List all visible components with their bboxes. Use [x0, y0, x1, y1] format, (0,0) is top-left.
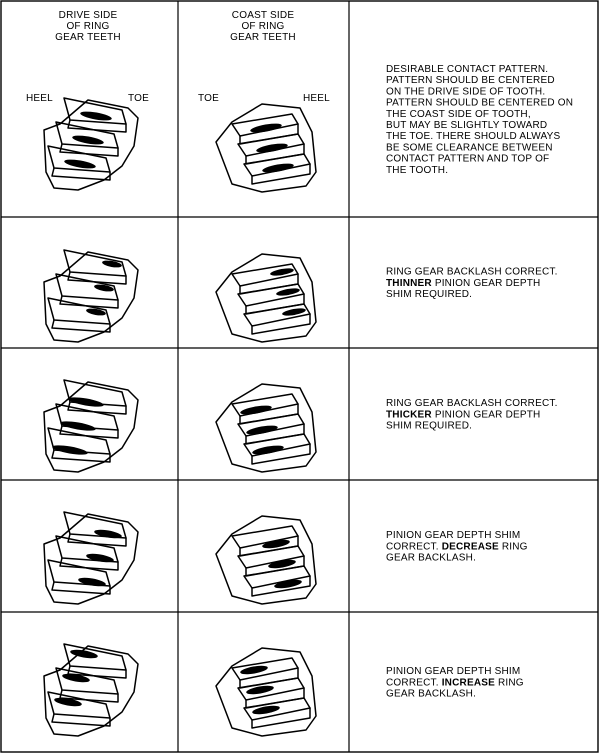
row-description	[386, 530, 528, 563]
drive-toe-label: TOE	[128, 93, 149, 104]
row-description	[386, 666, 524, 699]
description-line: CORRECT. DECREASE RING	[386, 541, 528, 553]
description-line: DESIRABLE CONTACT PATTERN.	[386, 64, 549, 75]
description-line: GEAR BACKLASH.	[386, 552, 477, 564]
description-line: PINION GEAR DEPTH SHIM	[386, 530, 521, 542]
description-line: RING GEAR BACKLASH CORRECT.	[386, 398, 558, 410]
table-cells	[44, 64, 573, 736]
drive-contact-pattern	[52, 443, 89, 456]
drive-contact-pattern	[68, 395, 105, 408]
description-line: THICKER PINION GEAR DEPTH	[386, 409, 541, 421]
coast-side-header: GEAR TEETH	[230, 32, 296, 43]
coast-contact-pattern	[246, 424, 279, 436]
drive-side-header: OF RING	[66, 21, 110, 32]
coast-side-gear-teeth	[216, 384, 316, 472]
drive-heel-label: HEEL	[26, 93, 53, 104]
coast-heel-label: HEEL	[303, 93, 330, 104]
coast-contact-pattern	[252, 444, 285, 456]
coast-contact-pattern	[262, 162, 295, 174]
coast-side-gear-teeth	[216, 254, 316, 342]
coast-side-gear-teeth	[216, 648, 316, 736]
drive-side-gear-teeth	[44, 98, 138, 190]
description-line: ON THE DRIVE SIDE OF TOOTH.	[386, 86, 546, 98]
drive-side-header: GEAR TEETH	[55, 32, 121, 43]
drive-side-gear-teeth	[44, 250, 138, 342]
description-line: SHIM REQUIRED.	[386, 289, 473, 301]
coast-side-gear-teeth	[216, 516, 316, 604]
description-line: CONTACT PATTERN AND TOP OF	[386, 153, 550, 165]
description-line: GEAR BACKLASH.	[386, 688, 477, 700]
coast-contact-pattern	[256, 142, 289, 154]
description-line: CORRECT. INCREASE RING	[386, 677, 524, 689]
description-line: BE SOME CLEARANCE BETWEEN	[386, 142, 553, 154]
description-line: THE TOOTH.	[386, 164, 449, 176]
description-line: THINNER PINION GEAR DEPTH	[386, 277, 541, 289]
description-line: BUT MAY BE SLIGHTLY TOWARD	[386, 120, 548, 131]
drive-side-gear-teeth	[44, 380, 138, 472]
drive-contact-pattern	[60, 419, 97, 432]
description-line: PATTERN SHOULD BE CENTERED	[386, 75, 555, 87]
coast-toe-label: TOE	[198, 93, 219, 104]
row-description	[386, 267, 558, 300]
coast-contact-pattern	[250, 122, 283, 134]
description-line: SHIM REQUIRED.	[386, 420, 473, 432]
drive-side-gear-teeth	[44, 512, 138, 604]
description-line: RING GEAR BACKLASH CORRECT.	[386, 266, 558, 278]
row-description	[386, 64, 573, 176]
drive-side-gear-teeth	[44, 644, 138, 736]
description-line: PINION GEAR DEPTH SHIM	[386, 666, 521, 678]
coast-side-header: OF RING	[241, 21, 285, 32]
coast-contact-pattern	[240, 404, 273, 416]
description-line: THE COAST SIDE OF TOOTH,	[386, 108, 531, 120]
description-line: PATTERN SHOULD BE CENTERED ON	[386, 97, 574, 109]
description-line: THE TOE. THERE SHOULD ALWAYS	[386, 131, 561, 143]
coast-side-header: COAST SIDE	[231, 10, 295, 21]
drive-side-header: DRIVE SIDE	[58, 10, 118, 21]
coast-side-gear-teeth	[216, 104, 316, 192]
row-description	[386, 398, 558, 431]
